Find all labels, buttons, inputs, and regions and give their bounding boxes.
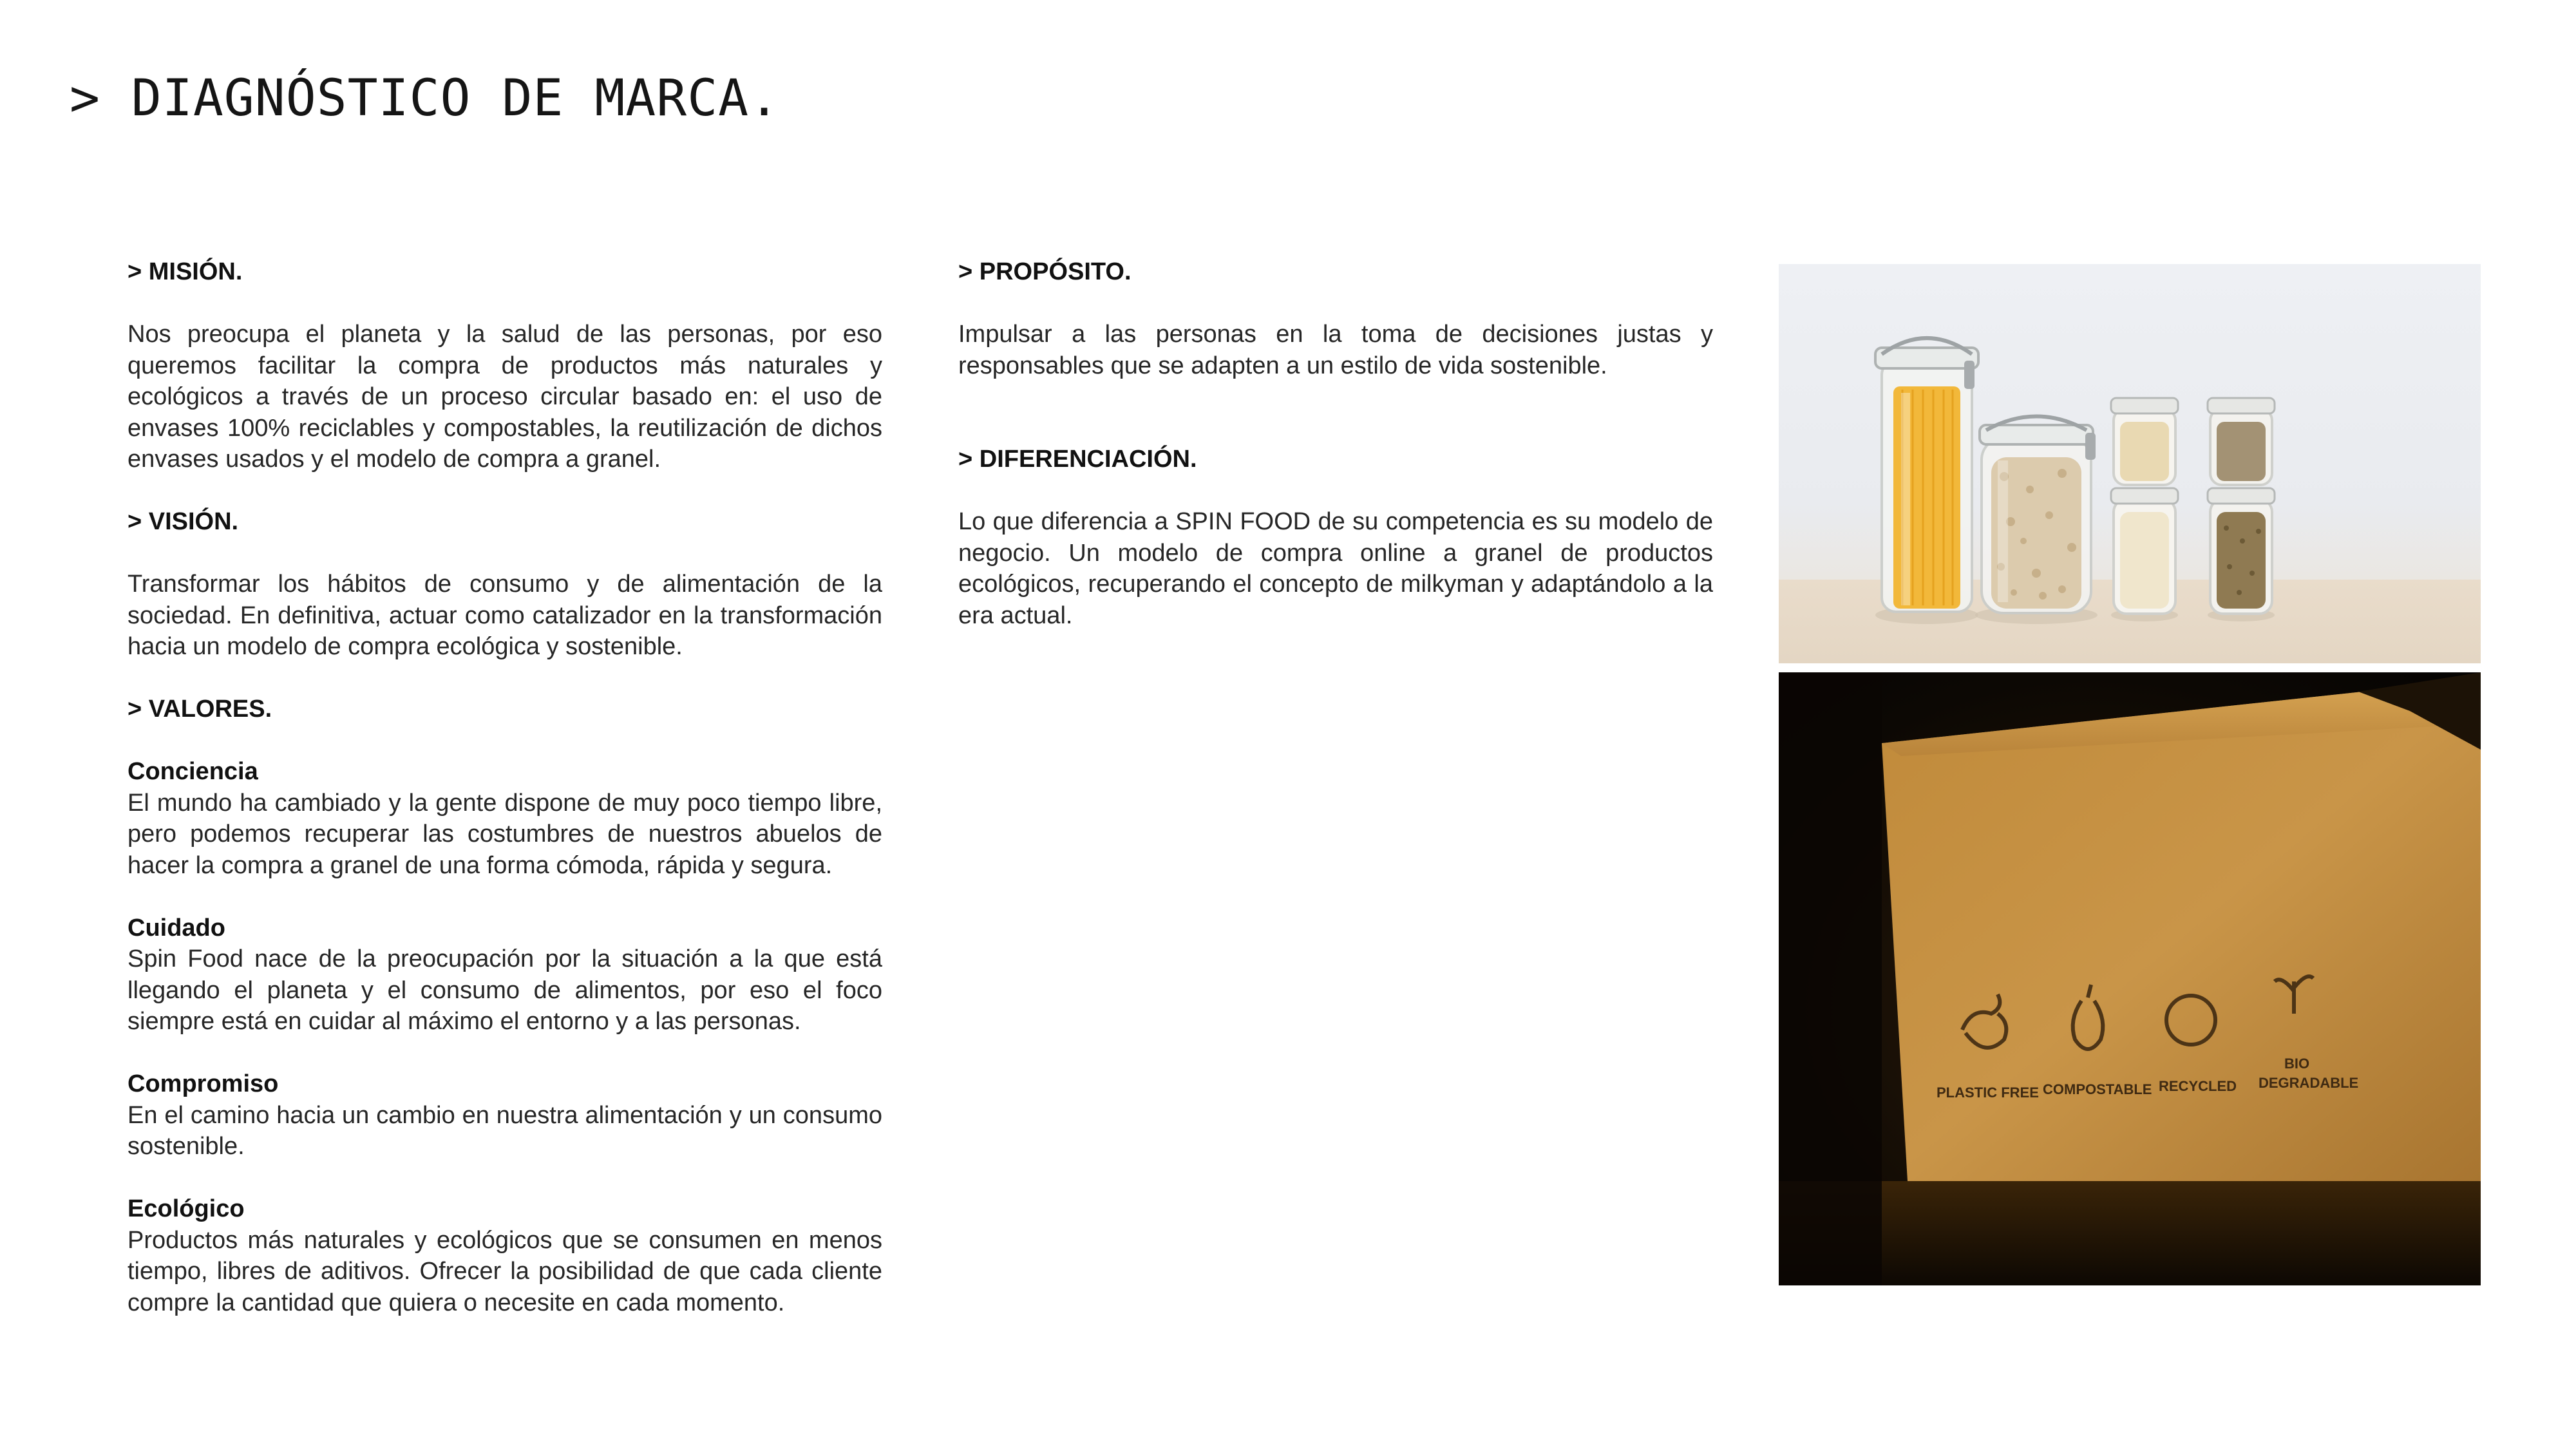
mision-heading: > MISIÓN. — [128, 258, 243, 285]
jars-illustration — [1779, 264, 2481, 663]
jars-photo — [1779, 264, 2481, 663]
diferenciacion-text: Lo que diferencia a SPIN FOOD de su competencia es su modelo de negocio. Un modelo de compra online a granel de productos ecológicos, recuperando el concepto de milkyman y adaptándolo a la era actual. — [958, 508, 1713, 629]
middle-column — [958, 256, 1713, 663]
vision-heading: > VISIÓN. — [128, 508, 239, 535]
value-item-ecologico — [128, 1193, 882, 1318]
box-label-bio: BIO — [2284, 1056, 2310, 1072]
mision-section — [128, 256, 882, 475]
value-name: Ecológico — [128, 1195, 245, 1222]
value-item-conciencia — [128, 756, 882, 881]
left-column — [128, 256, 882, 1350]
page-title: > DIAGNÓSTICO DE MARCA. — [70, 70, 781, 128]
value-text: El mundo ha cambiado y la gente dispone de muy poco tiempo libre, pero podemos recuperar las costumbres de nuestros abuelos de hacer la compra a granel de una forma cómoda, rápida y segura. — [128, 789, 882, 879]
proposito-heading: > PROPÓSITO. — [958, 258, 1132, 285]
cardboard-box-photo — [1779, 672, 2481, 1285]
value-name: Cuidado — [128, 914, 225, 942]
box-label-degradable: DEGRADABLE — [2259, 1075, 2359, 1091]
proposito-text: Impulsar a las personas en la toma de decisiones justas y responsables que se adapten a un estilo de vida sostenible. — [958, 321, 1713, 379]
value-item-cuidado — [128, 913, 882, 1037]
valores-heading: > VALORES. — [128, 696, 272, 723]
value-name: Compromiso — [128, 1070, 279, 1097]
spaghetti-jar — [1875, 338, 1978, 624]
value-text: En el camino hacia un cambio en nuestra alimentación y un consumo sostenible. — [128, 1101, 882, 1160]
valores-section — [128, 694, 882, 1318]
diferenciacion-heading: > DIFERENCIACIÓN. — [958, 446, 1197, 473]
small-jars-right — [2208, 398, 2275, 621]
value-text: Spin Food nace de la preocupación por la situación a la que está llegando el planeta y el consumo de alimentos, por eso el foco siempre está en cuidar al máximo el entorno y a las personas. — [128, 945, 882, 1035]
small-jars-left — [2111, 398, 2178, 621]
vision-section — [128, 506, 882, 663]
vision-text: Transformar los hábitos de consumo y de alimentación de la sociedad. En definitiva, actuar como catalizador en la transformación hacia un modelo de compra ecológica y sostenible. — [128, 571, 882, 660]
proposito-section — [958, 256, 1713, 381]
oats-jar — [1975, 417, 2098, 625]
mision-text: Nos preocupa el planeta y la salud de las personas, por eso queremos facilitar la compra de productos más naturales y ecológicos a través de un proceso circular basado en: el uso de envases 100% reciclables y compostables, la reutilización de dichos envases usados y el modelo de compra a granel. — [128, 321, 882, 473]
diferenciacion-section — [958, 444, 1713, 631]
cardboard-box-illustration — [1779, 672, 2481, 1285]
value-text: Productos más naturales y ecológicos que se consumen en menos tiempo, libres de aditivos. Ofrecer la posibilidad de que cada cliente compre la cantidad que quiera o necesite en cada momento. — [128, 1226, 882, 1316]
box-label-plastic-free: PLASTIC FREE — [1937, 1084, 2039, 1101]
value-item-compromiso — [128, 1068, 882, 1162]
box-label-recycled: RECYCLED — [2159, 1078, 2237, 1094]
value-name: Conciencia — [128, 758, 258, 785]
box-label-compostable: COMPOSTABLE — [2043, 1081, 2152, 1097]
